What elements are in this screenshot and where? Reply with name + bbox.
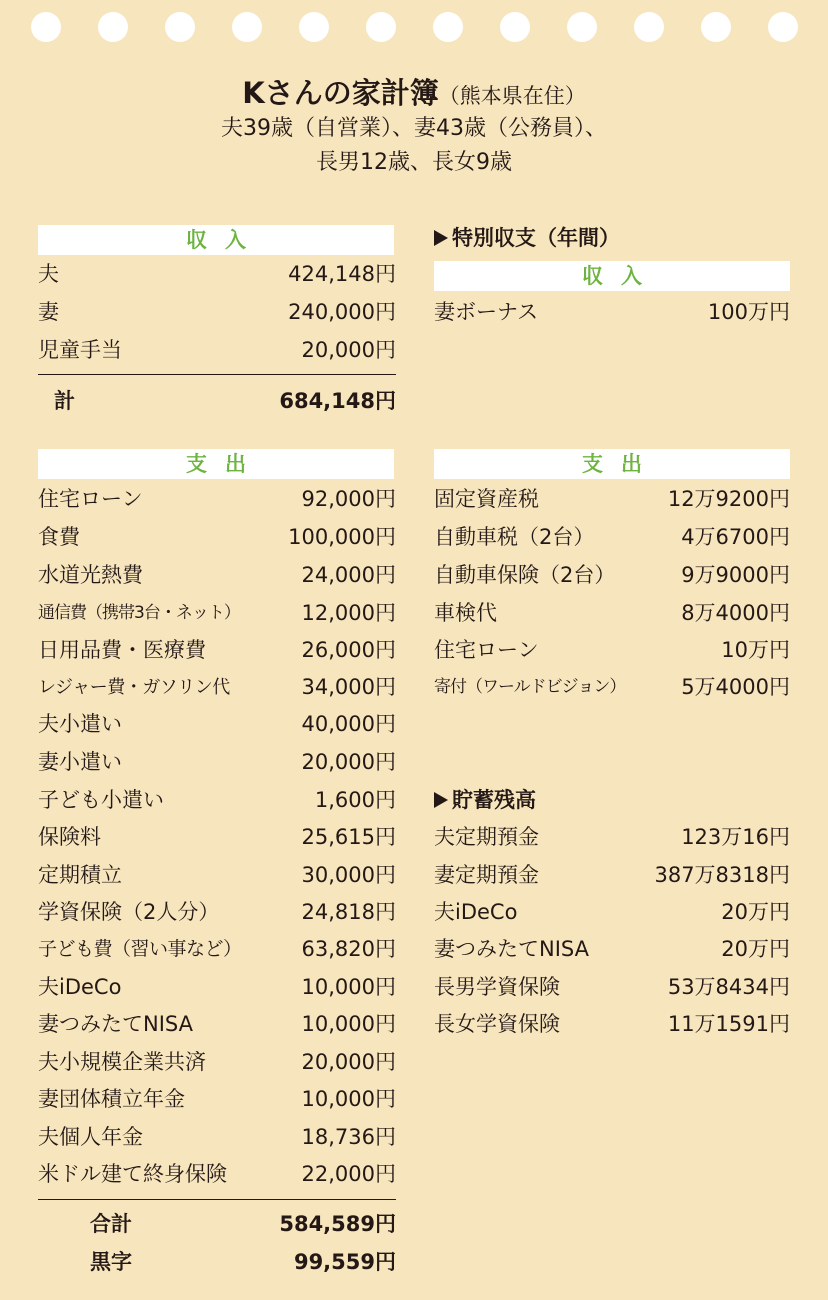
expense-row: 学資保険（2人分） 24,818円 [38,900,396,924]
title-residence: （熊本県在住） [438,84,586,108]
expense-row: 住宅ローン 92,000円 [38,487,396,511]
expense-row: 定期積立 30,000円 [38,863,396,887]
surplus-row: 黒字 99,559円 [90,1250,396,1274]
savings-row: 夫定期預金 123万16円 [434,825,790,849]
expense-total-row: 合計 584,589円 [90,1212,396,1236]
savings-heading: 貯蓄残高 [434,782,536,818]
savings-row: 妻つみたてNISA 20万円 [434,937,790,961]
expense-row: 夫小遣い 40,000円 [38,712,396,736]
expense-row: 日用品費・医療費 26,000円 [38,638,396,662]
expense-row: レジャー費・ガソリン代 34,000円 [38,675,396,699]
special-expense-row: 寄付（ワールドビジョン） 5万4000円 [434,675,790,699]
special-expense-row: 固定資産税 12万9200円 [434,487,790,511]
expense-header: 支出 [38,449,394,479]
special-column [434,0,790,1300]
expense-row: 通信費（携帯3台・ネット） 12,000円 [38,601,396,625]
expense-row: 子ども費（習い事など） 63,820円 [38,937,396,961]
savings-row: 夫iDeCo 20万円 [434,900,790,924]
expense-row: 保険料 25,615円 [38,825,396,849]
income-row: 妻 240,000円 [38,300,396,324]
family-description-line1: 夫39歳（自営業）、妻43歳（公務員）、 [221,116,607,141]
triangle-bullet-icon [434,792,448,808]
expense-row: 米ドル建て終身保険 22,000円 [38,1162,396,1186]
special-expense-row: 自動車税（2台） 4万6700円 [434,525,790,549]
special-expense-header: 支出 [434,449,790,479]
income-row: 児童手当 20,000円 [38,338,396,362]
income-total-row: 計 684,148円 [54,389,396,413]
expense-row: 妻小遣い 20,000円 [38,750,396,774]
title-main: Kさんの家計簿 [242,76,439,110]
income-header: 収入 [38,225,394,255]
income-divider [38,374,396,375]
expense-row: 妻団体積立年金 10,000円 [38,1087,396,1111]
income-row: 夫 424,148円 [38,262,396,286]
special-expense-row: 自動車保険（2台） 9万9000円 [434,563,790,587]
expense-row: 食費 100,000円 [38,525,396,549]
special-heading: 特別収支（年間） [434,220,620,256]
expense-row: 夫小規模企業共済 20,000円 [38,1050,396,1074]
savings-row: 長女学資保険 11万1591円 [434,1012,790,1036]
expense-row: 夫iDeCo 10,000円 [38,975,396,999]
monthly-column [38,0,396,1300]
savings-row: 長男学資保険 53万8434円 [434,975,790,999]
expense-row: 妻つみたてNISA 10,000円 [38,1012,396,1036]
expense-row: 夫個人年金 18,736円 [38,1125,396,1149]
special-income-header: 収入 [434,261,790,291]
family-description-line2: 長男12歳、長女9歳 [316,150,512,175]
expense-row: 水道光熱費 24,000円 [38,563,396,587]
special-income-row: 妻ボーナス 100万円 [434,300,790,324]
special-expense-row: 住宅ローン 10万円 [434,638,790,662]
special-expense-row: 車検代 8万4000円 [434,601,790,625]
expense-row: 子ども小遣い 1,600円 [38,788,396,812]
triangle-bullet-icon [434,230,448,246]
savings-row: 妻定期預金 387万8318円 [434,863,790,887]
expense-divider [38,1199,396,1200]
